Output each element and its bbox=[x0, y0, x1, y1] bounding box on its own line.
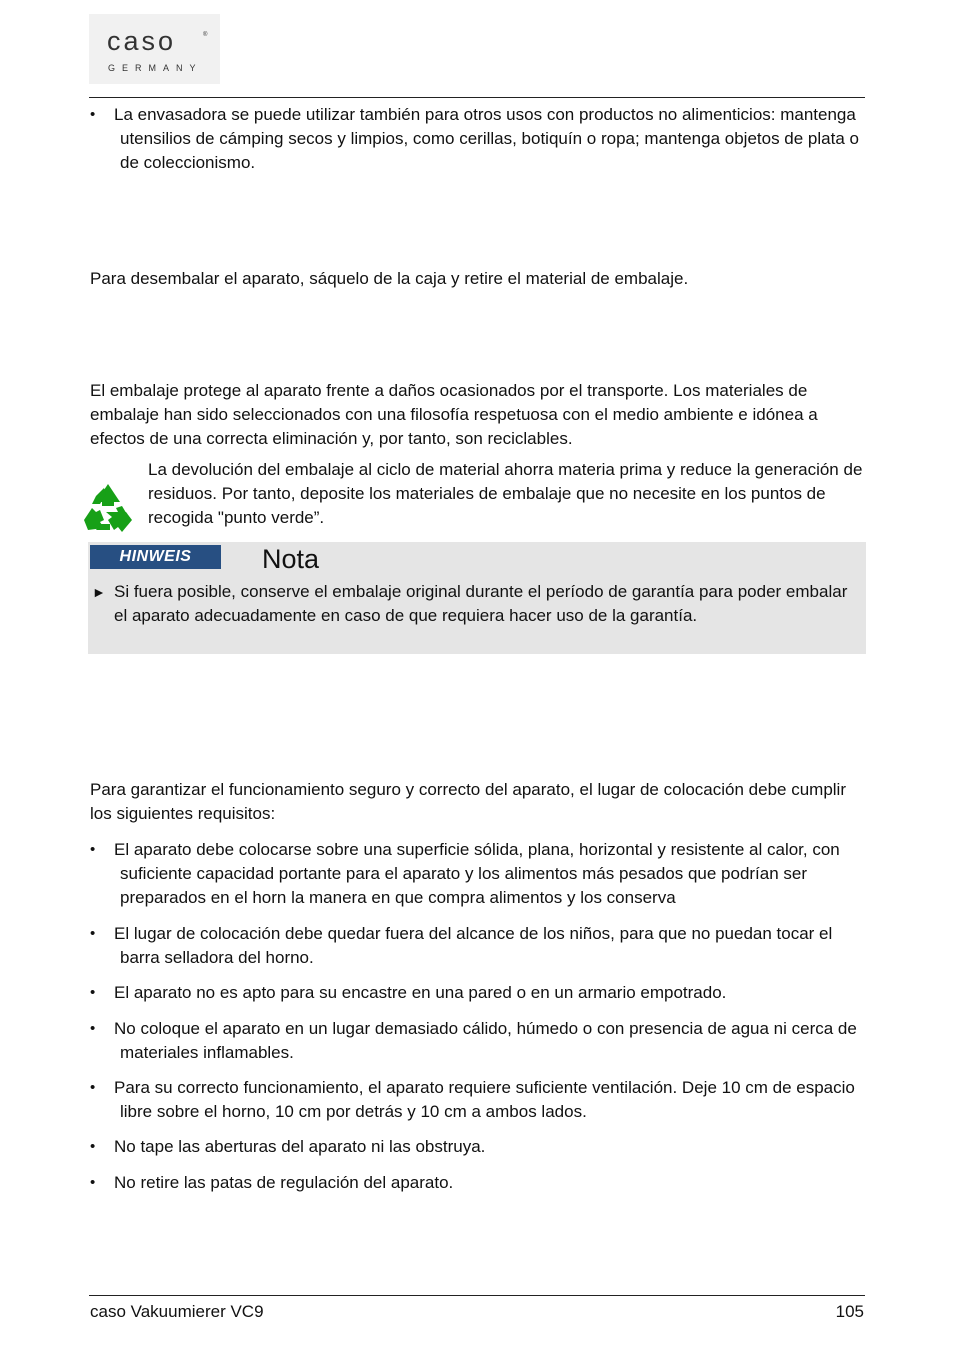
note-box bbox=[88, 542, 866, 654]
list-item: • Para su correcto funcionamiento, el aparato requiere suficiente ventilación. Deje 10 cm de espacio libre sobre el horno, 10 cm por detrás y 10 cm a ambos lados. bbox=[90, 1076, 865, 1124]
note-text-block bbox=[92, 580, 854, 628]
caso-logo bbox=[89, 14, 220, 84]
list-item: • El aparato no es apto para su encastre en una pared o en un armario empotrado. bbox=[90, 981, 865, 1005]
note-title: Nota bbox=[262, 544, 320, 574]
list-item: • No tape las aberturas del aparato ni las obstruya. bbox=[90, 1135, 865, 1159]
footer-title: caso Vakuumierer VC9 bbox=[90, 1302, 264, 1321]
list-item: • El lugar de colocación debe quedar fuera del alcance de los niños, para que no puedan tocar el barra selladora del horno. bbox=[90, 922, 865, 970]
arrow-right-icon: ► bbox=[92, 584, 106, 600]
hinweis-badge: HINWEIS bbox=[90, 545, 221, 569]
placement-bullet-list bbox=[90, 838, 865, 1195]
usage-bullet-list bbox=[90, 103, 865, 175]
list-item: • La envasadora se puede utilizar también para otros usos con productos no alimenticios: mantenga utensilios de cámping secos y limpios, como cerillas, botiquín o ropa; mantenga objetos de plata o de coleccionismo. bbox=[90, 103, 865, 175]
list-item: • El aparato debe colocarse sobre una superficie sólida, plana, horizontal y resistente al calor, con suficiente capacidad portante para el aparato y los alimentos más pesados que podrían ser preparados en el horn la manera en que compra alimentos y los conserva bbox=[90, 838, 865, 910]
unpack-paragraph: Para desembalar el aparato, sáquelo de la caja y retire el material de embalaje. bbox=[90, 269, 689, 288]
list-item: • No coloque el aparato en un lugar demasiado cálido, húmedo o con presencia de agua ni cerca de materiales inflamables. bbox=[90, 1017, 865, 1065]
footer-rule bbox=[89, 1295, 865, 1296]
header-rule bbox=[89, 97, 865, 98]
logo-subtitle: GERMANY bbox=[108, 63, 203, 73]
logo-wordmark: caso bbox=[107, 26, 177, 56]
page-number: 105 bbox=[835, 1302, 864, 1321]
list-item: • No retire las patas de regulación del aparato. bbox=[90, 1171, 865, 1195]
note-text: Si fuera posible, conserve el embalaje original durante el período de garantía para poder embalar el aparato adecuadamente en caso de que requiera hacer uso de la garantía. bbox=[114, 582, 848, 625]
packaging-paragraph: El embalaje protege al aparato frente a daños ocasionados por el transporte. Los materiales de embalaje han sido seleccionados con una filosofía respetuosa con el medio ambiente e idónea a efectos de una correcta eliminación y, por tanto, son reciclables. bbox=[90, 381, 818, 448]
logo-registered-mark: ® bbox=[203, 32, 208, 38]
recycle-icon bbox=[82, 482, 134, 534]
recycle-paragraph: La devolución del embalaje al ciclo de material ahorra materia prima y reduce la generación de residuos. Por tanto, deposite los materiales de embalaje que no necesite en los puntos de recogida "punto verde”. bbox=[148, 460, 863, 527]
placement-intro: Para garantizar el funcionamiento seguro y correcto del aparato, el lugar de colocación debe cumplir los siguientes requisitos: bbox=[90, 780, 846, 823]
